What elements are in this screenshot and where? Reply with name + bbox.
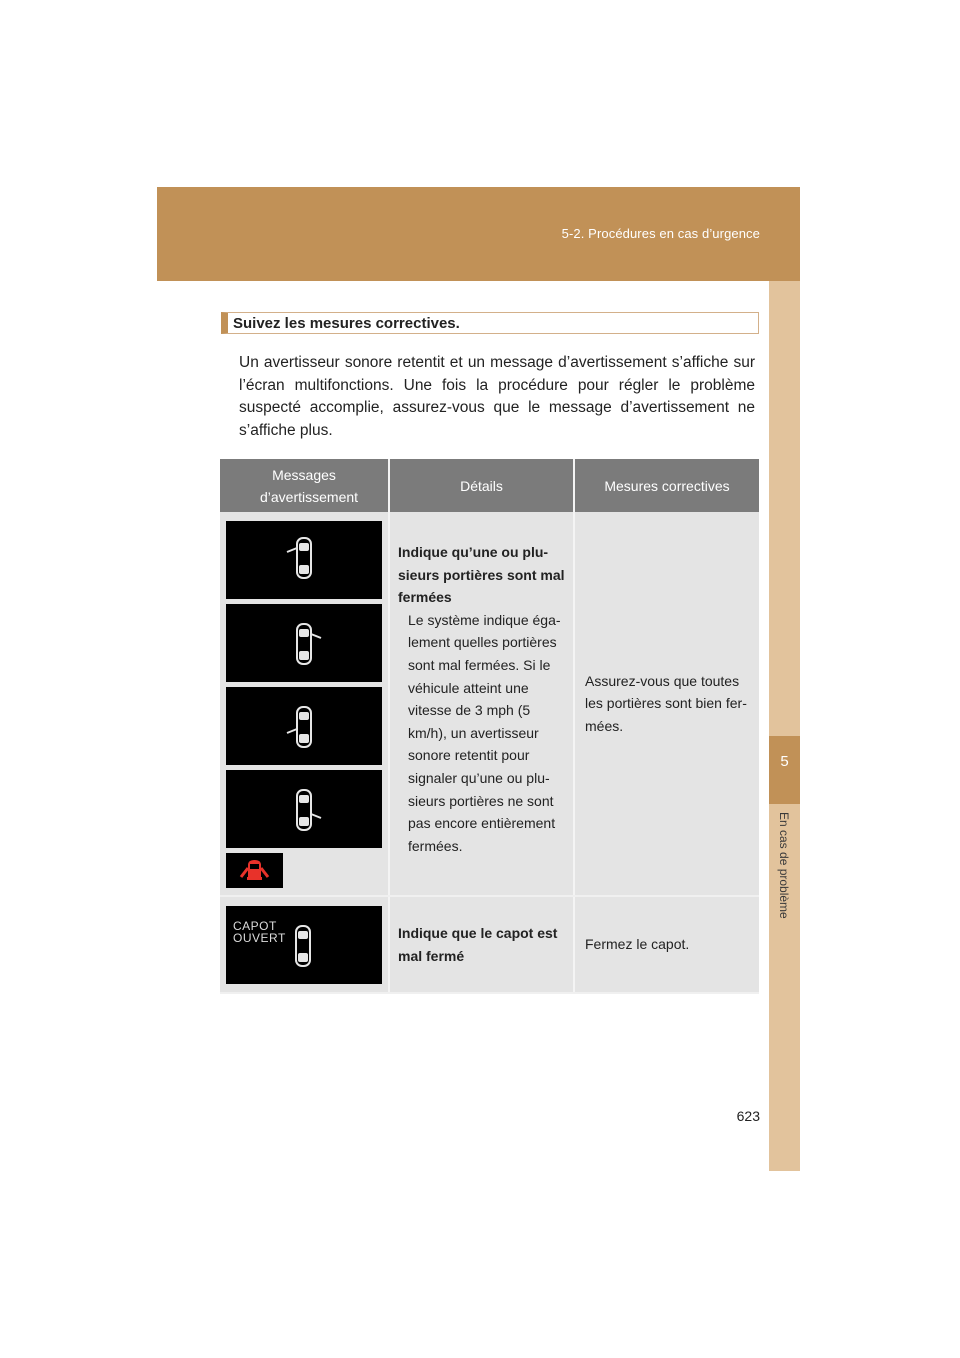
front-right-door-open-screen: [226, 604, 382, 682]
subheading-text: Suivez les mesures correctives.: [233, 315, 460, 332]
chapter-label: [769, 808, 800, 948]
side-strip: [769, 281, 800, 1171]
hood-open-screen: [226, 906, 382, 984]
detail-body: Le système indique éga-lement quelles portières sont mal fermées. Si le véhicule atteint une vitesse de 3 mph (5 km/h), un avertisseur sonore retentit pour signaler qu’une ou plu-sieurs portières ne sont pas encore entièrement fermées.: [408, 611, 561, 854]
detail-title: Indique que le capot est mal fermé: [398, 924, 558, 964]
section-title: 5-2. Procédures en cas d’urgence: [561, 226, 760, 241]
chapter-number: 5: [780, 753, 789, 770]
car-top-view-icon: [226, 604, 382, 682]
car-top-view-icon: [226, 687, 382, 765]
table-header-row: [220, 459, 759, 512]
detail-title: Indique qu’une ou plu-sieurs portières sont mal fermées: [398, 544, 565, 606]
door-open-indicator: [226, 853, 283, 888]
hood-open-screen-text: CAPOT OUVERT: [233, 919, 286, 945]
chapter-tab: [769, 736, 800, 804]
car-top-view-icon: [226, 770, 382, 848]
detail-cell: [389, 512, 574, 896]
rear-left-door-open-screen: [226, 687, 382, 765]
warning-table: [220, 459, 759, 994]
table-row: [220, 896, 759, 993]
car-top-view-icon: [226, 906, 382, 984]
chapter-label-text: En cas de problème: [777, 812, 791, 919]
header-actions: Mesures correctives: [574, 459, 759, 512]
header-messages: Messages d’avertissement: [220, 459, 389, 512]
detail-cell: [389, 896, 574, 993]
action-cell: Fermez le capot.: [574, 896, 759, 993]
front-left-door-open-screen: [226, 521, 382, 599]
header-details: Détails: [389, 459, 574, 512]
car-top-view-icon: [226, 521, 382, 599]
subheading: [221, 312, 759, 334]
message-cell: [220, 512, 389, 896]
page-number: 623: [736, 1108, 760, 1124]
rear-right-door-open-screen: [226, 770, 382, 848]
door-open-warning-icon: [226, 853, 283, 888]
intro-paragraph: Un avertisseur sonore retentit et un message d’avertissement s’affiche sur l’écran multifonctions. Une fois la procédure pour régler le problème suspecté accomplie, assurez-vous que le message d’avertissement ne s’affiche plus.: [239, 354, 755, 439]
action-cell: Assurez-vous que toutes les portières sont bien fer-mées.: [574, 512, 759, 896]
table-row: [220, 512, 759, 896]
message-cell: [220, 896, 389, 993]
